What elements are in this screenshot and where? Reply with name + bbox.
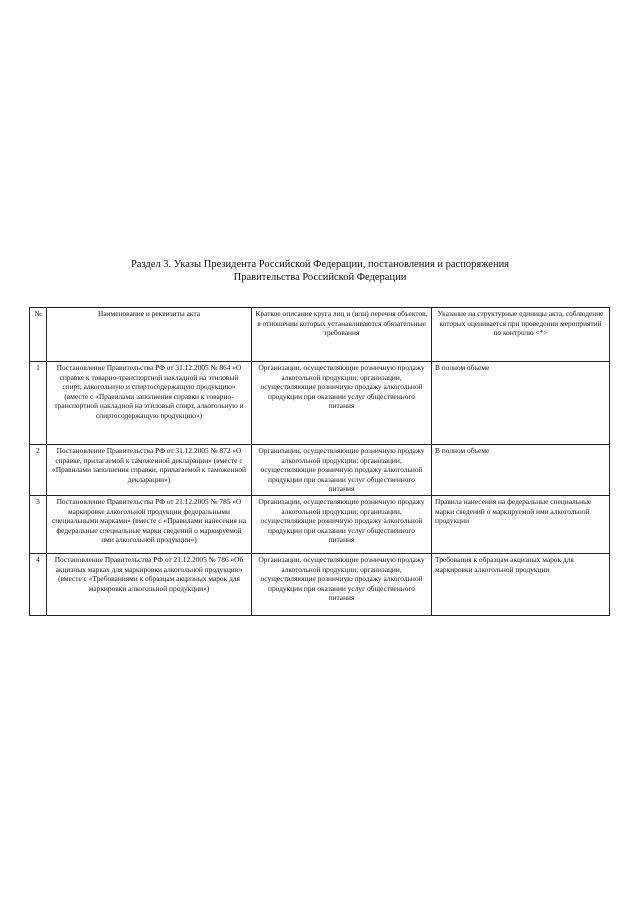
- acts-table: [29, 307, 610, 616]
- row-objects: Организации, осуществляющие розничную продажу алкогольной продукции; организации, осуществляющие розничную продажу алкогольной продукции при оказании услуг общественного питания: [252, 495, 432, 553]
- header-structural-units: Указание на структурные единицы акта, соблюдение которых оценивается при проведении мероприятий по контролю <*>: [432, 308, 610, 362]
- section-title-line-2: Правительства Российской Федерации: [233, 272, 407, 283]
- row-act: Постановление Правительства РФ от 31.12.2005 № 872 «О справке, прилагаемой к таможенной декларации» (вместе с «Правилами заполнения справки, прилагаемой к таможенной декларации»): [47, 445, 252, 496]
- table-row: [30, 495, 610, 553]
- header-number: №: [30, 308, 47, 362]
- row-objects: Организации, осуществляющие розничную продажу алкогольной продукции; организации, осуществляющие розничную продажу алкогольной продукции при оказании услуг общественного питания: [252, 362, 432, 445]
- row-objects: Организации, осуществляющие розничную продажу алкогольной продукции; организации, осуществляющие розничную продажу алкогольной продукции при оказании услуг общественного питания: [252, 553, 432, 615]
- row-act: Постановление Правительства РФ от 31.12.2005 № 864 «О справке к товарно-транспортной накладной на этиловый спирт, алкогольную и спиртосодержащую продукцию» (вместе с «Правилами заполнения справки к товарно-транспортной накладной на этиловый спирт, алкогольную и спиртосодержащую продукцию»): [47, 362, 252, 445]
- header-act-name: Наименование и реквизиты акта: [47, 308, 252, 362]
- row-act: Постановление Правительства РФ от 21.12.2005 № 786 «Об акцизных марках для маркировки алкогольной продукции» (вместе с «Требованиями к образцам акцизных марок для маркировки алкогольной продукции»): [47, 553, 252, 615]
- row-note: Правила нанесения на федеральные специальные марки сведений о маркируемой ими алкогольной продукции: [432, 495, 610, 553]
- row-number: 3: [30, 495, 47, 553]
- row-note: В полном объеме: [432, 445, 610, 496]
- row-note: В полном объеме: [432, 362, 610, 445]
- row-number: 4: [30, 553, 47, 615]
- row-objects: Организации, осуществляющие розничную продажу алкогольной продукции; организации, осуществляющие розничную продажу алкогольной продукции при оказании услуг общественного питания: [252, 445, 432, 496]
- row-act: Постановление Правительства РФ от 21.12.2005 № 785 «О маркировке алкогольной продукции федеральными специальными марками» (вместе с «Правилами нанесения на федеральные специальные марки сведений о маркируемой ими алкогольной продукции»): [47, 495, 252, 553]
- table-row: [30, 362, 610, 445]
- table-header-row: [30, 308, 610, 362]
- row-note: Требования к образцам акцизных марок для маркировки алкогольной продукции: [432, 553, 610, 615]
- section-title-line-1: Раздел 3. Указы Президента Российской Федерации, постановления и распоряжения: [130, 259, 510, 270]
- section-title: [0, 258, 640, 284]
- table-row: [30, 445, 610, 496]
- header-objects: Краткое описание круга лиц и (или) перечня объектов, в отношении которых устанавливаются обязательные требования: [252, 308, 432, 362]
- table-row: [30, 553, 610, 615]
- row-number: 1: [30, 362, 47, 445]
- row-number: 2: [30, 445, 47, 496]
